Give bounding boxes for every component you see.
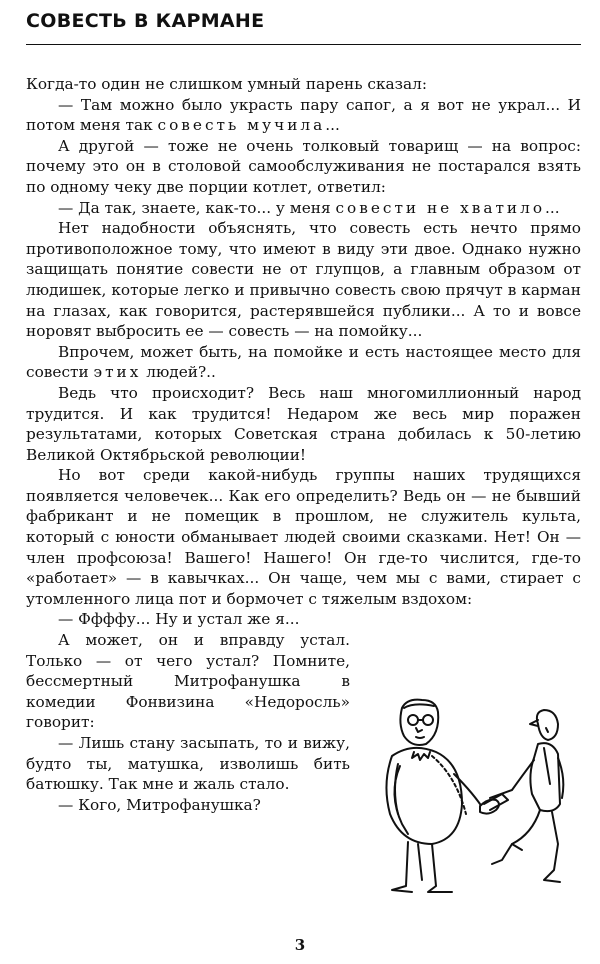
text-run: — Да так, знаете, как-то... у меня: [58, 198, 336, 217]
thin-man-figure: [490, 710, 563, 882]
text-run: Впрочем, может быть, на помойке и есть настоящее место для совести: [26, 342, 581, 382]
text-run: ...: [545, 198, 560, 217]
spaced-text: совести не хватило: [335, 198, 546, 217]
text-run: людей?..: [141, 363, 216, 382]
cartoon-illustration: [362, 694, 584, 916]
text-run: ...: [325, 116, 340, 135]
paragraph: Нет надобности объяснять, что совесть есть нечто прямо противоположное тому, что имеют в виду эти двое. Однако нужно защищать понятие совести не от глупцов, а главным образом от людишек, которые легко и привычно совесть свою прячут в карман на глазах, как говорится, растерявшейся публики... А то и вовсе норовят выбросить ее — совесть — на помойку...: [26, 219, 581, 341]
paragraph: Ведь что происходит? Весь наш многомиллионный народ трудится. И как трудится! Недаром же весь мир поражен результатами, которых Советская страна добилась к 50-летию Великой Октябрьской революции!: [26, 383, 581, 464]
paragraph: А другой — тоже не очень толковый товарищ — на вопрос: почему это он в столовой самообслуживания не постарался взять по одному чеку две порции котлет, ответил:: [26, 136, 581, 196]
paragraph: [26, 95, 581, 136]
paragraph: [26, 198, 581, 219]
paragraph: — Кого, Митрофанушка?: [58, 795, 261, 814]
text-run: — Там можно было украсть пару сапог, а я вот не украл... И потом меня так: [26, 95, 581, 135]
fat-man-figure: [386, 700, 484, 892]
paragraph: Когда-то один не слишком умный парень сказал:: [26, 75, 427, 93]
paragraph: — Лишь стану засыпать, то и вижу, будто ты, матушка, изволишь бить батюшку. Так мне и жаль стало.: [26, 734, 350, 794]
page-number: 3: [294, 936, 306, 954]
spaced-text: совесть мучила: [157, 116, 326, 135]
title-rule: [26, 44, 581, 45]
paragraph: [26, 342, 581, 383]
paragraph: Но вот среди какой-нибудь группы наших трудящихся появляется человечек... Как его определить? Ведь он — не бывший фабрикант и не помещик в прошлом, не служитель культа, который с юности обманывает людей своими сказками. Нет! Он — член профсоюза! Вашего! Нашего! Он где-то числится, где-то «работает» — в кавычках... Он чаще, чем мы с вами, стирает с утомленного лица пот и бормочет с тяжелым вздохом:: [26, 466, 581, 608]
page-title: СОВЕСТЬ В КАРМАНЕ: [26, 10, 265, 32]
spaced-text: этих: [93, 363, 142, 382]
paragraph: — Ффффу... Ну и устал же я...: [58, 610, 300, 629]
paragraph: А может, он и вправду устал. Только — от чего устал? Помните, бессмертный Митрофанушка в комедии Фонвизина «Недоросль» говорит:: [26, 631, 350, 732]
